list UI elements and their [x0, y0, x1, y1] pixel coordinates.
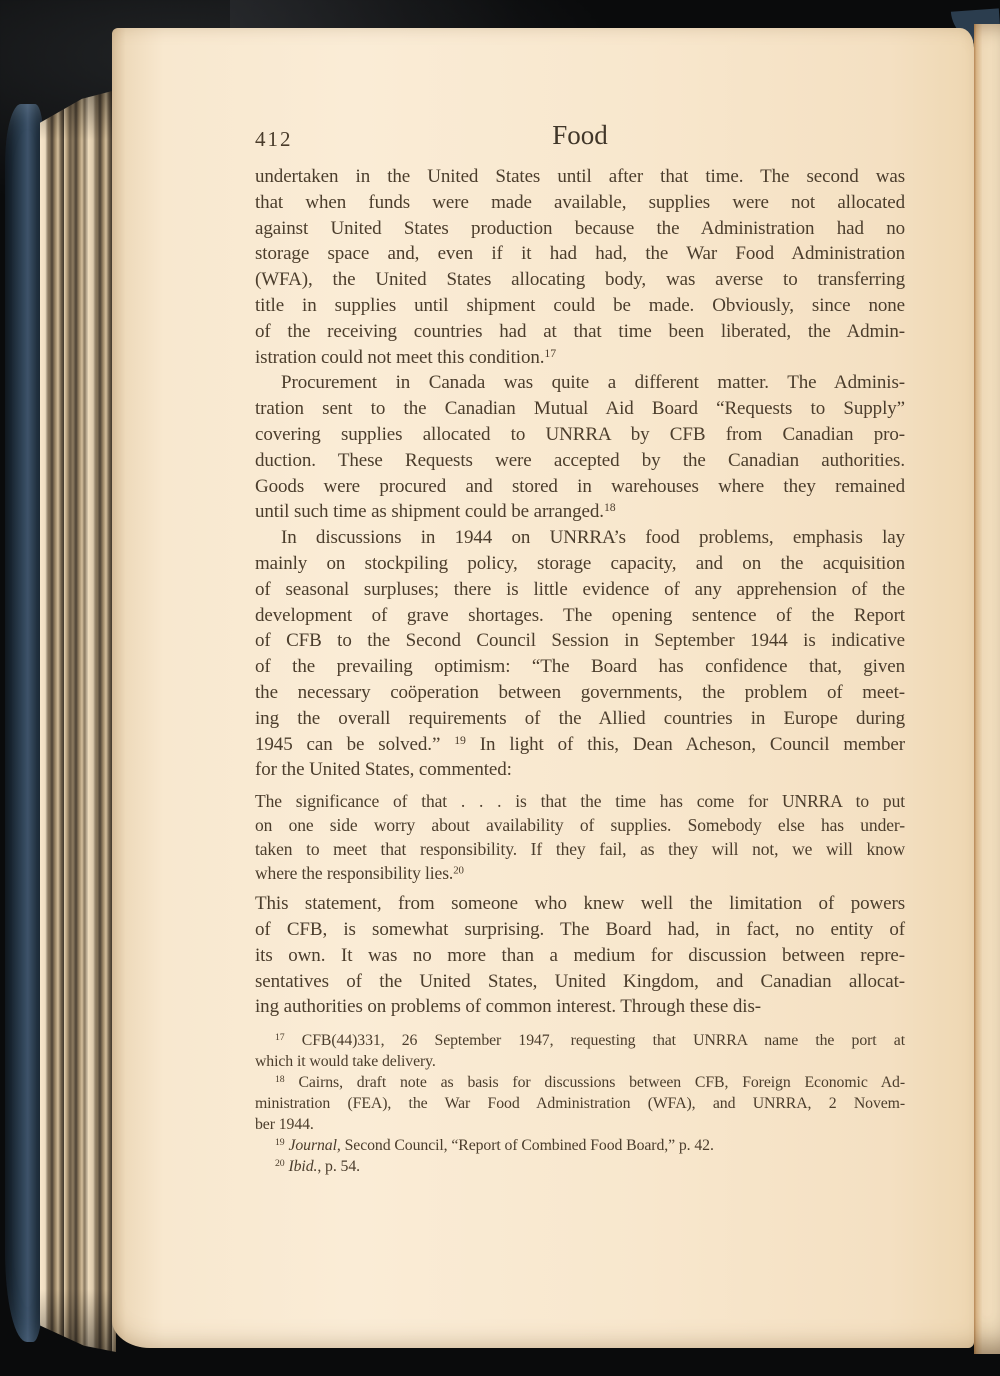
- text-line: (WFA), the United States allocating body, was averse to transferring: [255, 269, 905, 291]
- text-line: $^{20}$ Ibid., p. 54.: [275, 1158, 361, 1176]
- text-line: of the receiving countries had at that time been liberated, the Admin-: [255, 320, 905, 342]
- text-line: development of grave shortages. The opening sentence of the Report: [255, 604, 905, 626]
- text-line: sentatives of the United States, United Kingdom, and Canadian allocat-: [255, 970, 905, 992]
- paragraph: [255, 164, 905, 370]
- text-line: against United States production because the Administration had no: [255, 217, 905, 239]
- text-line: This statement, from someone who knew well the limitation of powers: [255, 893, 905, 915]
- text-line: of the prevailing optimism: “The Board has confidence that, given: [255, 656, 905, 678]
- text-line: ing authorities on problems of common interest. Through these dis-: [255, 996, 761, 1018]
- text-line: $^{19}$ Journal, Second Council, “Report of Combined Food Board,” p. 42.: [275, 1137, 714, 1155]
- footnote: [255, 1156, 905, 1177]
- page-title: Food: [552, 120, 608, 150]
- text-line: where the responsibility lies.$^{20}$: [255, 863, 464, 884]
- text-line: Goods were procured and stored in warehouses where they remained: [255, 475, 905, 497]
- text-line: title in supplies until shipment could be made. Obviously, since none: [255, 294, 905, 316]
- text-line: on one side worry about availability of supplies. Somebody else has under-: [255, 815, 905, 836]
- text-line: its own. It was no more than a medium for discussion between repre-: [255, 944, 905, 966]
- paragraph: [255, 891, 905, 1020]
- text-line: for the United States, commented:: [255, 759, 512, 781]
- page-content: [255, 120, 905, 1177]
- block-quote: [255, 789, 905, 885]
- text-line: 1945 can be solved.” $^{19}$ In light of this, Dean Acheson, Council member: [255, 733, 905, 755]
- text-line: duction. These Requests were accepted by the Canadian authorities.: [255, 449, 905, 471]
- text-line: that when funds were made available, supplies were not allocated: [255, 191, 905, 213]
- text-line: ber 1944.: [255, 1116, 314, 1134]
- stacked-page-edges: [40, 90, 116, 1352]
- text-line: mainly on stockpiling policy, storage capacity, and on the acquisition: [255, 552, 905, 574]
- footnote: [255, 1072, 905, 1135]
- footnote: [255, 1030, 905, 1072]
- text-line: of seasonal surpluses; there is little evidence of any apprehension of the: [255, 578, 905, 600]
- text-line: The significance of that . . . is that the time has come for UNRRA to put: [255, 791, 905, 812]
- text-line: $^{18}$ Cairns, draft note as basis for discussions between CFB, Foreign Economic Ad-: [275, 1074, 905, 1092]
- text-line: Procurement in Canada was quite a different matter. The Adminis-: [281, 372, 905, 394]
- book-cover-spine: [5, 104, 43, 1342]
- text-line: istration could not meet this condition.$^{17}$: [255, 346, 556, 368]
- body-text: [255, 164, 905, 1020]
- text-line: ing the overall requirements of the Allied countries in Europe during: [255, 707, 905, 729]
- text-line: the necessary coöperation between governments, the problem of meet-: [255, 681, 905, 703]
- running-header: [255, 120, 905, 164]
- paragraph: [255, 370, 905, 525]
- text-line: In discussions in 1944 on UNRRA’s food problems, emphasis lay: [281, 527, 905, 549]
- text-line: which it would take delivery.: [255, 1053, 436, 1071]
- page-number: 412: [255, 127, 293, 151]
- text-line: tration sent to the Canadian Mutual Aid Board “Requests to Supply”: [255, 398, 905, 420]
- text-line: of CFB to the Second Council Session in September 1944 is indicative: [255, 630, 905, 652]
- text-line: of CFB, is somewhat surprising. The Board had, in fact, no entity of: [255, 918, 905, 940]
- facing-page-edge: [974, 24, 1000, 1354]
- footnote: [255, 1135, 905, 1156]
- text-line: taken to meet that responsibility. If they fail, as they will not, we will know: [255, 839, 905, 860]
- text-line: $^{17}$ CFB(44)331, 26 September 1947, requesting that UNRRA name the port at: [275, 1032, 905, 1050]
- text-line: until such time as shipment could be arranged.$^{18}$: [255, 501, 616, 523]
- book-page: [112, 28, 974, 1348]
- text-line: undertaken in the United States until after that time. The second was: [255, 166, 905, 187]
- footnotes: [255, 1030, 905, 1177]
- text-line: storage space and, even if it had had, the War Food Administration: [255, 243, 905, 265]
- text-line: covering supplies allocated to UNRRA by CFB from Canadian pro-: [255, 423, 905, 445]
- paragraph: [255, 525, 905, 783]
- text-line: ministration (FEA), the War Food Administration (WFA), and UNRRA, 2 Novem-: [255, 1095, 905, 1113]
